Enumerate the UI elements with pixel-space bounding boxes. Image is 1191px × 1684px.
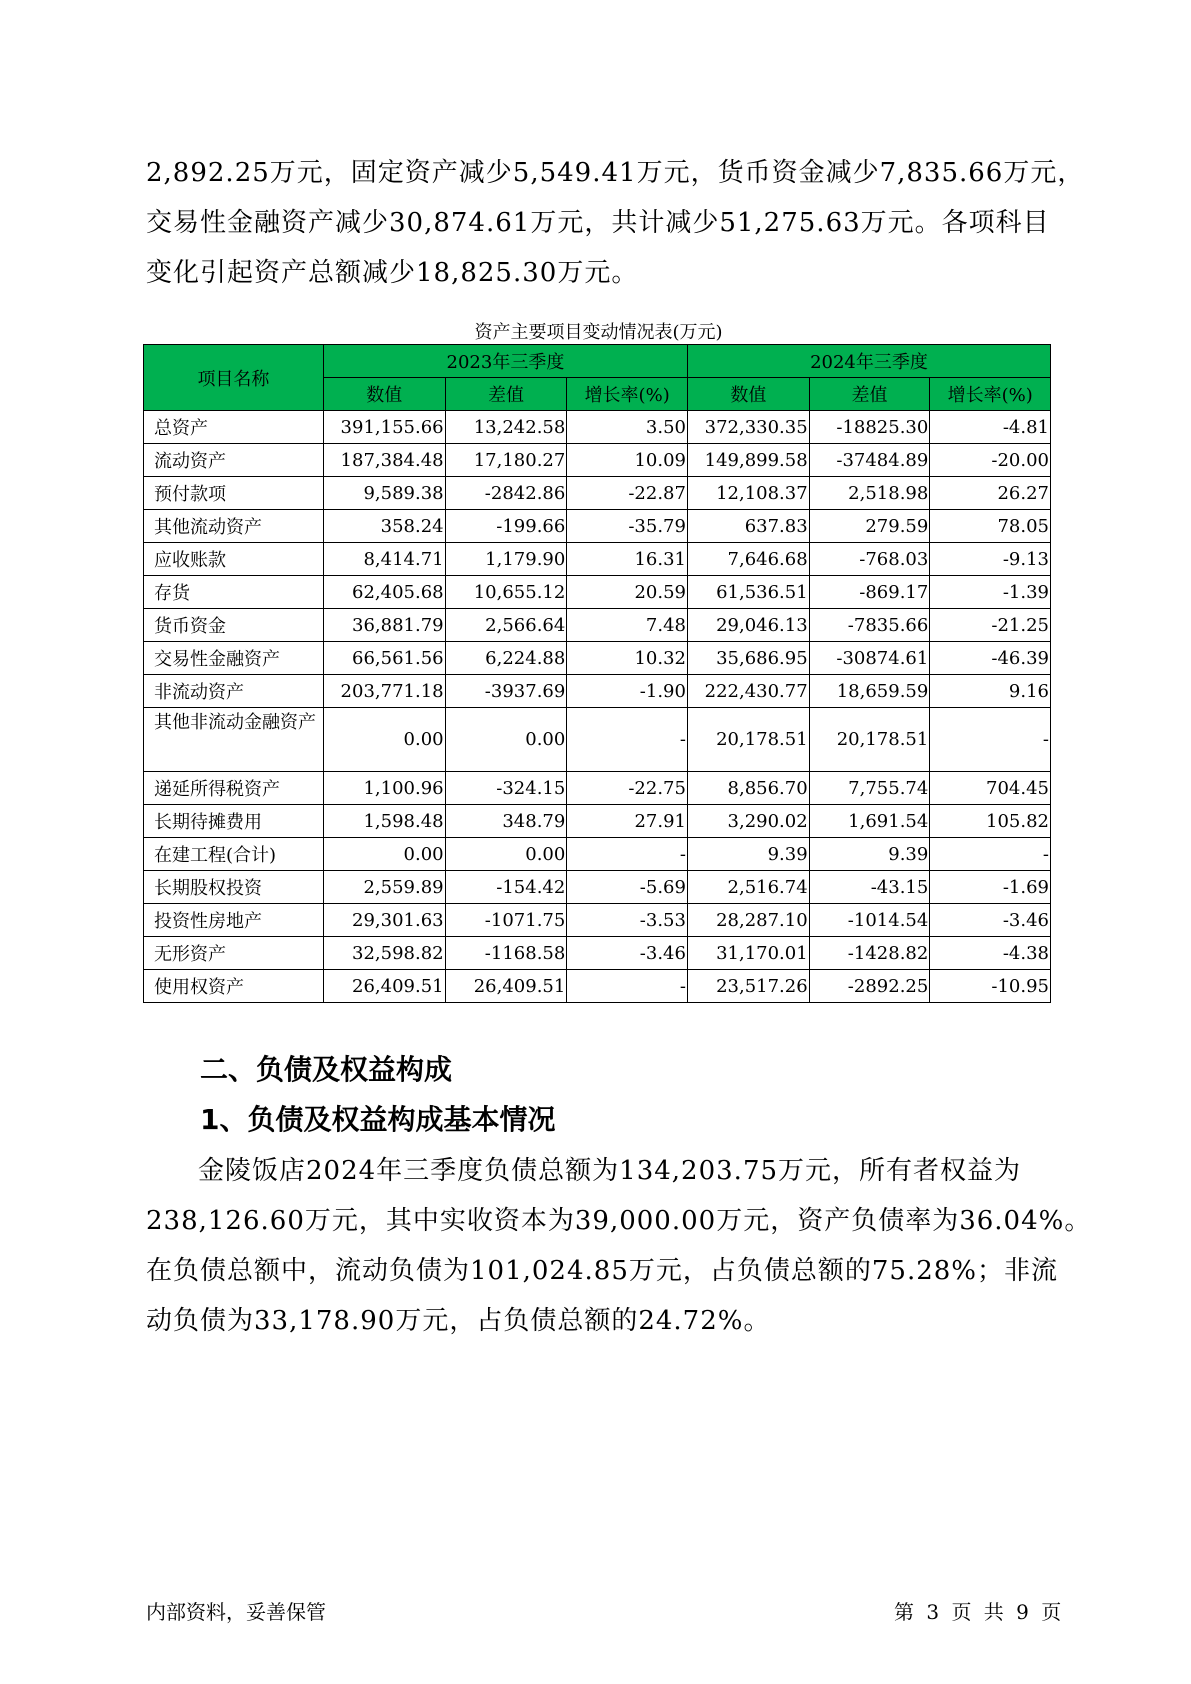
table-row <box>144 444 1051 477</box>
difference-2023-cell: 10,655.12 <box>445 576 567 609</box>
growth-2024-cell: -9.13 <box>930 543 1051 576</box>
growth-2024-cell: - <box>930 838 1051 871</box>
difference-2023-cell: 0.00 <box>445 708 567 772</box>
difference-2024-cell: 18,659.59 <box>809 675 930 708</box>
value-2023-cell: 66,561.56 <box>323 642 445 675</box>
table-row <box>144 937 1051 970</box>
value-2024-cell: 23,517.26 <box>687 970 809 1003</box>
table-row <box>144 510 1051 543</box>
table-caption: 资产主要项目变动情况表(万元) <box>474 322 723 343</box>
growth-2023-cell: 16.31 <box>567 543 688 576</box>
row-item-name: 流动资产 <box>144 444 324 477</box>
growth-2023-cell: 20.59 <box>567 576 688 609</box>
text-line: 2,892.25万元，固定资产减少5,549.41万元，货币资金减少7,835.66万元， <box>146 158 1085 188</box>
value-2023-cell: 358.24 <box>323 510 445 543</box>
row-item-name: 其他流动资产 <box>144 510 324 543</box>
growth-2023-cell: -3.53 <box>567 904 688 937</box>
growth-2024-cell: -20.00 <box>930 444 1051 477</box>
table-row <box>144 708 1051 772</box>
value-2023-cell: 9,589.38 <box>323 477 445 510</box>
text-line: 交易性金融资产减少30,874.61万元，共计减少51,275.63万元。各项科目 <box>146 208 1050 238</box>
growth-2023-cell: - <box>567 838 688 871</box>
growth-2024-cell: -1.39 <box>930 576 1051 609</box>
value-2023-cell: 1,100.96 <box>323 772 445 805</box>
value-2024-cell: 9.39 <box>687 838 809 871</box>
growth-2023-cell: -3.46 <box>567 937 688 970</box>
table-row <box>144 838 1051 871</box>
difference-2024-cell: -1428.82 <box>809 937 930 970</box>
growth-2024-cell: -10.95 <box>930 970 1051 1003</box>
growth-2024-cell: -46.39 <box>930 642 1051 675</box>
value-2023-cell: 8,414.71 <box>323 543 445 576</box>
value-2024-cell: 35,686.95 <box>687 642 809 675</box>
subsection-heading: 1、负债及权益构成基本情况 <box>200 1103 556 1136</box>
difference-2024-cell: -43.15 <box>809 871 930 904</box>
header-difference-2024: 差值 <box>809 378 930 411</box>
value-2023-cell: 1,598.48 <box>323 805 445 838</box>
row-item-name: 使用权资产 <box>144 970 324 1003</box>
value-2023-cell: 32,598.82 <box>323 937 445 970</box>
difference-2024-cell: -1014.54 <box>809 904 930 937</box>
header-value-2023: 数值 <box>323 378 445 411</box>
difference-2023-cell: -2842.86 <box>445 477 567 510</box>
equity-paragraph <box>146 1146 1092 1346</box>
growth-2024-cell: -21.25 <box>930 609 1051 642</box>
header-period-2024: 2024年三季度 <box>687 345 1050 378</box>
growth-2023-cell: - <box>567 708 688 772</box>
growth-2023-cell: - <box>567 970 688 1003</box>
difference-2023-cell: 2,566.64 <box>445 609 567 642</box>
difference-2023-cell: 6,224.88 <box>445 642 567 675</box>
row-item-name: 总资产 <box>144 411 324 444</box>
difference-2024-cell: -18825.30 <box>809 411 930 444</box>
value-2023-cell: 62,405.68 <box>323 576 445 609</box>
row-item-name: 预付款项 <box>144 477 324 510</box>
row-item-name: 长期股权投资 <box>144 871 324 904</box>
difference-2024-cell: 9.39 <box>809 838 930 871</box>
row-item-name: 其他非流动金融资产 <box>144 708 324 772</box>
growth-2023-cell: 10.32 <box>567 642 688 675</box>
table-row <box>144 904 1051 937</box>
text-line: 238,126.60万元，其中实收资本为39,000.00万元，资产负债率为36.04%。 <box>146 1206 1092 1236</box>
footer-confidential-note: 内部资料，妥善保管 <box>146 1600 326 1624</box>
difference-2023-cell: -199.66 <box>445 510 567 543</box>
row-item-name: 无形资产 <box>144 937 324 970</box>
difference-2023-cell: 0.00 <box>445 838 567 871</box>
text-line: 在负债总额中，流动负债为101,024.85万元，占负债总额的75.28%；非流 <box>146 1256 1059 1286</box>
difference-2024-cell: 2,518.98 <box>809 477 930 510</box>
text-line: 动负债为33,178.90万元，占负债总额的24.72%。 <box>146 1306 771 1336</box>
row-item-name: 长期待摊费用 <box>144 805 324 838</box>
table-row <box>144 970 1051 1003</box>
header-item-name: 项目名称 <box>144 345 324 411</box>
assets-change-table <box>143 344 1051 1003</box>
difference-2024-cell: -30874.61 <box>809 642 930 675</box>
difference-2024-cell: 279.59 <box>809 510 930 543</box>
difference-2024-cell: -7835.66 <box>809 609 930 642</box>
growth-2024-cell: 26.27 <box>930 477 1051 510</box>
header-growth-2024: 增长率(%) <box>930 378 1051 411</box>
growth-2023-cell: -35.79 <box>567 510 688 543</box>
footer-page-number: 第 3 页 共 9 页 <box>894 1600 1063 1624</box>
difference-2023-cell: -1071.75 <box>445 904 567 937</box>
value-2024-cell: 2,516.74 <box>687 871 809 904</box>
table-row <box>144 576 1051 609</box>
text-line: 变化引起资产总额减少18,825.30万元。 <box>146 258 639 288</box>
difference-2024-cell: -2892.25 <box>809 970 930 1003</box>
table-row <box>144 871 1051 904</box>
table-row <box>144 805 1051 838</box>
growth-2024-cell: 105.82 <box>930 805 1051 838</box>
difference-2024-cell: -37484.89 <box>809 444 930 477</box>
difference-2023-cell: 13,242.58 <box>445 411 567 444</box>
row-item-name: 交易性金融资产 <box>144 642 324 675</box>
value-2023-cell: 391,155.66 <box>323 411 445 444</box>
header-growth-2023: 增长率(%) <box>567 378 688 411</box>
growth-2023-cell: -1.90 <box>567 675 688 708</box>
difference-2024-cell: 7,755.74 <box>809 772 930 805</box>
value-2023-cell: 36,881.79 <box>323 609 445 642</box>
difference-2024-cell: 20,178.51 <box>809 708 930 772</box>
growth-2023-cell: 10.09 <box>567 444 688 477</box>
row-item-name: 存货 <box>144 576 324 609</box>
table-header <box>144 345 1051 411</box>
value-2024-cell: 149,899.58 <box>687 444 809 477</box>
section-heading: 二、负债及权益构成 <box>200 1053 453 1086</box>
text-line: 金陵饭店2024年三季度负债总额为134,203.75万元，所有者权益为 <box>198 1156 1022 1186</box>
difference-2024-cell: -768.03 <box>809 543 930 576</box>
difference-2024-cell: 1,691.54 <box>809 805 930 838</box>
growth-2023-cell: 27.91 <box>567 805 688 838</box>
row-item-name: 非流动资产 <box>144 675 324 708</box>
value-2024-cell: 12,108.37 <box>687 477 809 510</box>
table-row <box>144 477 1051 510</box>
value-2024-cell: 372,330.35 <box>687 411 809 444</box>
row-item-name: 投资性房地产 <box>144 904 324 937</box>
value-2023-cell: 203,771.18 <box>323 675 445 708</box>
value-2023-cell: 26,409.51 <box>323 970 445 1003</box>
row-item-name: 在建工程(合计) <box>144 838 324 871</box>
intro-paragraph <box>146 148 1085 298</box>
value-2024-cell: 61,536.51 <box>687 576 809 609</box>
value-2024-cell: 20,178.51 <box>687 708 809 772</box>
value-2024-cell: 3,290.02 <box>687 805 809 838</box>
growth-2023-cell: -5.69 <box>567 871 688 904</box>
growth-2023-cell: -22.75 <box>567 772 688 805</box>
growth-2024-cell: 9.16 <box>930 675 1051 708</box>
value-2024-cell: 28,287.10 <box>687 904 809 937</box>
value-2024-cell: 31,170.01 <box>687 937 809 970</box>
difference-2023-cell: -154.42 <box>445 871 567 904</box>
value-2023-cell: 2,559.89 <box>323 871 445 904</box>
table-row <box>144 609 1051 642</box>
value-2024-cell: 29,046.13 <box>687 609 809 642</box>
difference-2023-cell: 1,179.90 <box>445 543 567 576</box>
difference-2024-cell: -869.17 <box>809 576 930 609</box>
value-2024-cell: 7,646.68 <box>687 543 809 576</box>
table-row <box>144 772 1051 805</box>
value-2024-cell: 637.83 <box>687 510 809 543</box>
growth-2024-cell: -4.81 <box>930 411 1051 444</box>
table-row <box>144 642 1051 675</box>
difference-2023-cell: -324.15 <box>445 772 567 805</box>
growth-2024-cell: - <box>930 708 1051 772</box>
growth-2024-cell: 78.05 <box>930 510 1051 543</box>
row-item-name: 应收账款 <box>144 543 324 576</box>
value-2023-cell: 29,301.63 <box>323 904 445 937</box>
difference-2023-cell: 348.79 <box>445 805 567 838</box>
header-difference-2023: 差值 <box>445 378 567 411</box>
table-row <box>144 675 1051 708</box>
growth-2024-cell: -1.69 <box>930 871 1051 904</box>
row-item-name: 货币资金 <box>144 609 324 642</box>
value-2023-cell: 187,384.48 <box>323 444 445 477</box>
table-body <box>144 411 1051 1003</box>
difference-2023-cell: -3937.69 <box>445 675 567 708</box>
table-row <box>144 543 1051 576</box>
growth-2024-cell: -3.46 <box>930 904 1051 937</box>
growth-2023-cell: 7.48 <box>567 609 688 642</box>
value-2023-cell: 0.00 <box>323 838 445 871</box>
row-item-name: 递延所得税资产 <box>144 772 324 805</box>
difference-2023-cell: -1168.58 <box>445 937 567 970</box>
growth-2023-cell: 3.50 <box>567 411 688 444</box>
value-2024-cell: 222,430.77 <box>687 675 809 708</box>
growth-2023-cell: -22.87 <box>567 477 688 510</box>
value-2024-cell: 8,856.70 <box>687 772 809 805</box>
difference-2023-cell: 17,180.27 <box>445 444 567 477</box>
value-2023-cell: 0.00 <box>323 708 445 772</box>
header-period-2023: 2023年三季度 <box>323 345 687 378</box>
header-value-2024: 数值 <box>687 378 809 411</box>
growth-2024-cell: 704.45 <box>930 772 1051 805</box>
growth-2024-cell: -4.38 <box>930 937 1051 970</box>
table-row <box>144 411 1051 444</box>
difference-2023-cell: 26,409.51 <box>445 970 567 1003</box>
